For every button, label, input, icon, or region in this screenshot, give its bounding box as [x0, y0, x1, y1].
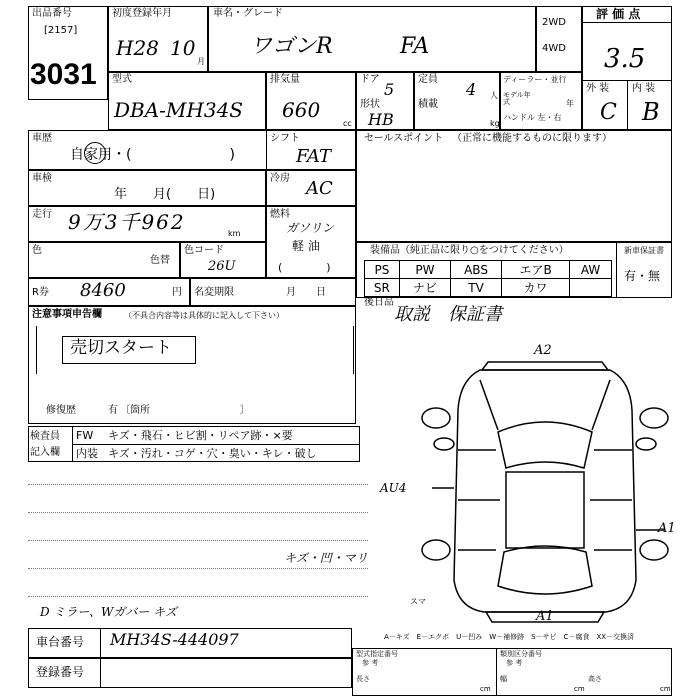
equipment-cell: エアB	[502, 261, 570, 279]
front-bumper	[482, 362, 608, 370]
score-divider	[582, 22, 672, 23]
spec-ref-mid	[496, 648, 497, 696]
width-label: 幅	[500, 675, 507, 683]
height-label: 高さ	[588, 675, 602, 683]
car-diagram	[400, 340, 690, 630]
equipment-cell: PW	[399, 261, 450, 279]
inspector-row1-cat: FW	[76, 429, 94, 442]
door-value: 5	[384, 80, 395, 99]
note-line	[28, 596, 368, 597]
grade: FA	[400, 34, 430, 59]
inspector-row2: キズ・汚れ・コゲ・穴・臭い・キレ・破し	[108, 447, 317, 460]
int-value: B	[642, 98, 660, 126]
sales-point-sub: （正常に機能するものに限ります）	[452, 133, 612, 144]
disp-value: 660	[282, 98, 321, 122]
ac-label: 冷房	[270, 173, 290, 184]
inspector-row1: キズ・飛石・ヒビ割・リペア跡・×要	[108, 429, 293, 442]
windshield	[498, 422, 592, 468]
inspector-row-divider	[72, 444, 360, 445]
ref-1: 参 考	[362, 659, 379, 667]
equipment-row	[365, 261, 612, 279]
equipment-cell: AW	[570, 261, 612, 279]
car-name: ワゴンR	[250, 34, 333, 59]
mirror-left	[434, 438, 454, 450]
inspection-label: 車検	[32, 173, 52, 184]
shift-label: シフト	[270, 133, 300, 144]
diagram-note-2: D ミラー、Wガバー キズ	[40, 605, 177, 619]
mileage-label: 走行	[32, 209, 52, 220]
model-code-label: 型式指定番号	[356, 650, 398, 658]
notes-sub: （不具合内容等は具体的に記入して下さい）	[124, 311, 284, 320]
width-unit: cm	[574, 685, 585, 693]
inspection-value: 年 月( 日)	[114, 187, 216, 202]
drive-2wd: 2WD	[542, 17, 566, 28]
ext-label: 外 装	[586, 83, 610, 94]
model-label: 型式	[112, 74, 132, 85]
chassis-divider	[100, 628, 101, 658]
first-reg-label: 初度登録年月	[112, 8, 172, 19]
model-year-label: モデル年式	[503, 91, 531, 106]
attachments-label: 後日品	[364, 297, 394, 308]
color-label: 色	[32, 245, 42, 256]
repair-label: 修復歴	[46, 405, 76, 416]
recycle-label: R券	[32, 287, 49, 298]
equipment-label: 装備品（純正品に限り○をつけてください）	[370, 245, 569, 256]
recycle-unit: 円	[172, 287, 182, 298]
score-value: 3.5	[604, 44, 646, 74]
sales-point-label: セールスポイント	[364, 133, 444, 144]
repair-paren: 〔箇所 〕	[120, 405, 250, 416]
side-line-left	[458, 450, 500, 550]
chassis-value: MH34S-444097	[110, 630, 239, 649]
warranty-divider	[616, 242, 617, 298]
model-value: DBA-MH34S	[114, 98, 244, 122]
fuel-gas: ガソリン	[286, 221, 335, 235]
reg-label: 登録番号	[36, 665, 85, 679]
month-unit: 月	[197, 57, 205, 66]
repaint-label: 色替	[150, 255, 170, 266]
equipment-cell: PS	[365, 261, 400, 279]
equipment-cell: ABS	[451, 261, 502, 279]
recycle-value: 8460	[80, 280, 126, 301]
lot-number: 3031	[30, 58, 97, 91]
mark-au4: AU4	[380, 481, 407, 495]
mileage-unit: km	[228, 229, 241, 238]
mark-a1-right: A1	[658, 521, 676, 536]
first-reg-value: H28	[116, 36, 159, 60]
inspector-label-2: 記入欄	[30, 447, 60, 458]
handle-label: ハンドル 左・右	[503, 113, 562, 122]
equipment-cell: カワ	[502, 279, 570, 297]
int-label: 内 装	[632, 83, 656, 94]
mirror-right	[636, 438, 656, 450]
sales-point-box	[356, 130, 672, 242]
diagram-note-1: キズ・凹・マリ	[284, 551, 368, 565]
length-label: 長さ	[356, 675, 370, 683]
name-label: 車名・グレード	[213, 8, 283, 19]
capacity-value: 4	[466, 80, 477, 99]
shape-label: 形状	[360, 99, 380, 110]
notes-label: 注意事項申告欄	[32, 309, 102, 320]
class-label: 類別区分番号	[500, 650, 542, 658]
lot-label: 出品番号	[32, 8, 72, 19]
reg-divider	[100, 658, 101, 688]
rear-window	[498, 546, 592, 594]
legend: A－キズ E－エクボ U－凹み W－補修跡 S－サビ C－腐食 XX－交換済	[384, 633, 635, 641]
disp-label: 排気量	[270, 74, 300, 85]
color-code-value: 26U	[208, 259, 236, 274]
inspector-label-1: 検査員	[30, 431, 60, 442]
history-value: 自家用・( )	[70, 147, 235, 163]
equipment-cell: ナビ	[399, 279, 450, 297]
mark-sima: スマ	[410, 597, 426, 606]
inspector-row2-cat: 内装	[76, 447, 98, 460]
ext-value: C	[600, 100, 617, 125]
chassis-label: 車台番号	[36, 635, 85, 649]
side-line-right	[590, 450, 632, 550]
fuel-label: 燃料	[270, 209, 290, 220]
first-reg-month: 10	[170, 36, 196, 60]
title-expiry-label: 名変期限	[194, 287, 234, 298]
mileage-value: 9万3千962	[68, 210, 186, 234]
wheel-front-left	[422, 408, 450, 428]
history-circle	[84, 142, 106, 164]
mark-a1-bottom: A1	[536, 609, 554, 624]
capacity-unit: 人	[490, 91, 498, 100]
warranty-label: 新車保証書	[624, 246, 664, 255]
equipment-table	[364, 260, 612, 297]
fuel-paren: ( )	[278, 261, 331, 274]
ext-int-divider	[627, 80, 628, 130]
year-unit: 年	[566, 99, 574, 108]
repair-value: 有	[108, 405, 118, 416]
stamp-text: 売切スタート	[70, 338, 172, 358]
shape-value: HB	[368, 110, 394, 129]
ac-value: AC	[306, 178, 333, 199]
capacity-label: 定員	[418, 74, 438, 85]
door-label: ドア	[360, 74, 380, 85]
equipment-cell: SR	[365, 279, 400, 297]
history-label: 車歴	[32, 133, 52, 144]
score-label: 評 価 点	[596, 7, 641, 21]
title-expiry-value: 月 日	[286, 287, 326, 298]
fuel-diesel: 軽 油	[292, 239, 320, 253]
load-unit: kg	[490, 119, 500, 128]
drive-4wd: 4WD	[542, 43, 566, 54]
wheel-rear-left	[422, 540, 450, 560]
length-unit: cm	[480, 685, 491, 693]
attachments-handwritten: 取説 保証書	[394, 304, 502, 325]
wheel-rear-right	[640, 540, 668, 560]
roof	[506, 472, 584, 548]
drive-box	[536, 6, 582, 72]
note-line	[28, 540, 368, 541]
height-unit: cm	[660, 685, 671, 693]
dealer-label: ディーラー・並行	[503, 75, 567, 84]
ref-2: 参 考	[506, 659, 523, 667]
wheel-front-right	[640, 408, 668, 428]
disp-unit: cc	[343, 119, 352, 128]
equipment-cell: TV	[451, 279, 502, 297]
load-label: 積載	[418, 99, 438, 110]
note-line	[28, 484, 368, 485]
equipment-row	[365, 279, 612, 297]
color-code-label: 色コード	[184, 245, 224, 256]
equipment-cell	[570, 279, 612, 297]
shift-value: FAT	[296, 146, 331, 167]
note-line	[28, 512, 368, 513]
car-body-outline	[454, 370, 636, 612]
warranty-value: 有・無	[624, 269, 661, 283]
note-line	[28, 568, 368, 569]
mark-a2-top: A2	[534, 343, 552, 358]
lot-sub: [2157]	[44, 25, 78, 36]
